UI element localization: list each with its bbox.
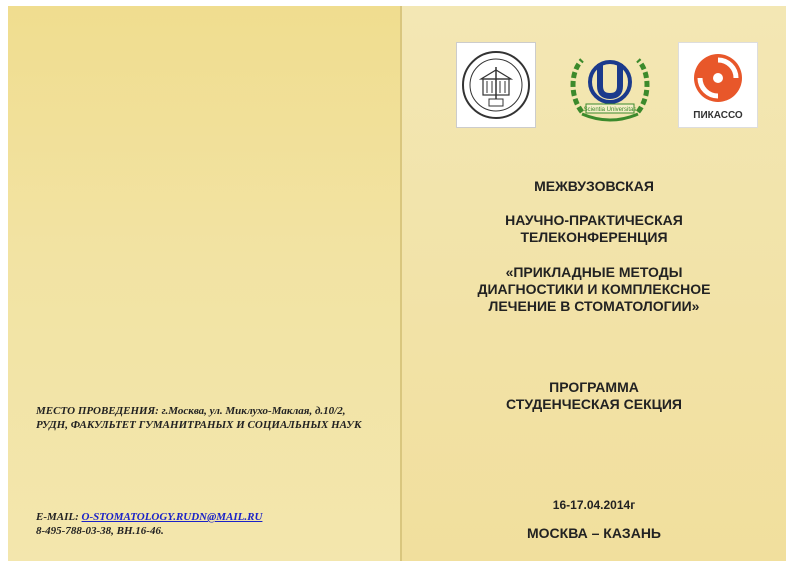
conference-title-line-1: «ПРИКЛАДНЫЕ МЕТОДЫ (505, 264, 683, 280)
cover-panel (402, 6, 786, 561)
pikasso-icon (679, 45, 757, 115)
venue-block (36, 404, 390, 432)
venue-organization: РУДН, ФАКУЛЬТЕТ ГУМАНИТРАНЫХ И СОЦИАЛЬНЫХ НАУК (36, 419, 362, 431)
emblem-caption: Scientia Universitas (583, 107, 637, 113)
email-link[interactable]: O-STOMATOLOGY.RUDN@MAIL.RU (81, 511, 263, 523)
back-panel (8, 6, 400, 561)
emblem-icon (562, 42, 658, 132)
heading-teleconference: ТЕЛЕКОНФЕРЕНЦИЯ (520, 229, 668, 245)
conference-type-block (402, 212, 786, 246)
heading-interuniversity: МЕЖВУЗОВСКАЯ (534, 178, 654, 194)
logo-row (446, 42, 766, 134)
section-heading: СТУДЕНЧЕСКАЯ СЕКЦИЯ (506, 396, 682, 412)
scientia-emblem-logo (562, 42, 658, 132)
heading-block (402, 178, 786, 195)
program-heading: ПРОГРАММА (549, 379, 639, 395)
event-date: 16-17.04.2014г (552, 498, 636, 512)
conference-title-block (402, 264, 786, 315)
venue-address: г.Москва, ул. Миклухо-Маклая, д.10/2, (161, 405, 346, 417)
university-seal-logo (456, 42, 536, 128)
conference-title-line-2: ДИАГНОСТИКИ И КОМПЛЕКСНОЕ (477, 281, 711, 297)
pikasso-logo (678, 42, 758, 128)
brochure-sheet (8, 6, 786, 561)
phone-number: 8-495-788-03-38, ВН.16-46. (36, 525, 164, 537)
program-block (402, 379, 786, 413)
event-cities: МОСКВА – КАЗАНЬ (526, 525, 661, 541)
conference-title-line-3: ЛЕЧЕНИЕ В СТОМАТОЛОГИИ» (488, 298, 700, 314)
venue-label: МЕСТО ПРОВЕДЕНИЯ: (36, 405, 159, 417)
university-seal-icon (457, 43, 535, 127)
heading-scientific-practical: НАУЧНО-ПРАКТИЧЕСКАЯ (505, 212, 683, 228)
pikasso-label: ПИКАССО (693, 110, 743, 121)
email-label: E-MAIL: (36, 511, 79, 523)
contact-block (36, 510, 262, 538)
